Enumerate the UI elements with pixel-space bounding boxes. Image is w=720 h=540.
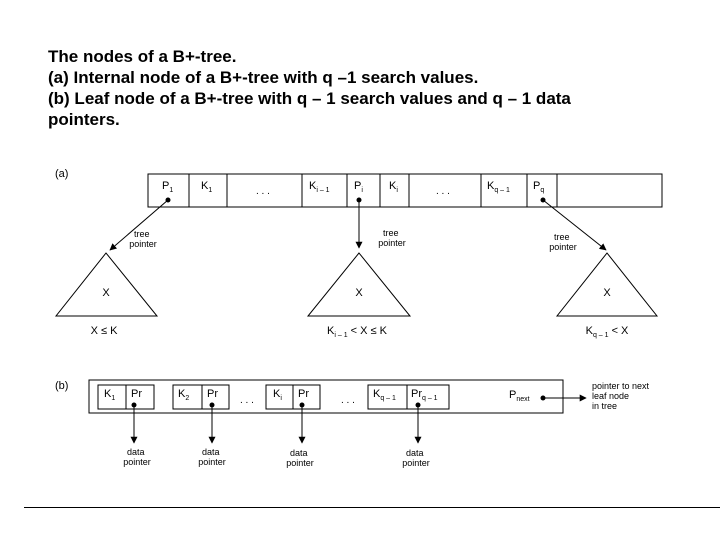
tree-pointer-label-mid: tree pointer — [378, 228, 406, 248]
subtree-mid-x: X — [355, 287, 363, 299]
dots-a-2: . . . — [436, 186, 450, 197]
data-pointer-label-4: data pointer — [402, 448, 430, 468]
bottom-divider — [24, 507, 720, 508]
data-pointer-label-3: data pointer — [286, 448, 314, 468]
internal-node — [148, 174, 662, 207]
data-pointer-label-2: data pointer — [198, 447, 226, 467]
label-p1: $P_1$ — [162, 180, 174, 194]
subtree-mid-condition: $K_{i - 1} < X \le K$ — [327, 325, 387, 339]
dots-b-2: . . . — [341, 395, 355, 406]
title-line-4: pointers. — [48, 110, 120, 129]
dots-a-1: . . . — [256, 186, 270, 197]
internal-node-frame — [148, 174, 662, 207]
label-ki-1: $K_{i - 1}$ — [309, 180, 330, 194]
leaf-label-pri: Pr — [298, 388, 309, 400]
leaf-label-pr1: Pr — [131, 388, 142, 400]
leaf-node-frame — [89, 380, 563, 413]
tree-pointer-label-right: tree pointer — [549, 232, 577, 252]
leaf-label-prq-1: $Pr_{q - 1}$ — [411, 388, 438, 402]
tree-pointer-label-left: tree pointer — [129, 229, 157, 249]
title-line-3: (b) Leaf node of a B+-tree with q – 1 search values and q – 1 data — [48, 89, 571, 108]
subtree-right-condition: $K_{q - 1} < X$ — [585, 325, 629, 339]
next-leaf-note: pointer to next leaf node in tree — [592, 381, 650, 411]
dots-b-1: . . . — [240, 395, 254, 406]
subtree-right — [557, 253, 657, 316]
subtree-left — [56, 253, 157, 316]
title-line-2: (a) Internal node of a B+-tree with q –1 search values. — [48, 68, 479, 87]
leaf-label-ki: $K_i$ — [273, 388, 282, 402]
leaf-label-pr2: Pr — [207, 388, 218, 400]
subtree-left-condition: X ≤ K — [90, 325, 118, 337]
label-kq-1: $K_{q - 1}$ — [487, 180, 510, 194]
leaf-label-k2: $K_2$ — [178, 388, 190, 402]
label-k1: $K_1$ — [201, 180, 213, 194]
cell-pi — [347, 174, 380, 207]
subtree-mid — [308, 253, 410, 316]
label-ki: $K_i$ — [389, 180, 398, 194]
subtree-left-x: X — [102, 287, 110, 299]
leaf-label-k1: $K_1$ — [104, 388, 116, 402]
subtree-right-x: X — [603, 287, 611, 299]
part-b-label: (b) — [55, 380, 69, 392]
label-pi: $P_i$ — [354, 180, 363, 194]
part-a-label: (a) — [55, 168, 69, 180]
data-pointer-label-1: data pointer — [123, 447, 151, 467]
title-line-1: The nodes of a B+-tree. — [48, 47, 237, 66]
leaf-label-kq-1: $K_{q - 1}$ — [373, 388, 396, 402]
leaf-label-pnext: $P_{next}$ — [509, 389, 530, 403]
label-pq: $P_q$ — [533, 180, 545, 194]
